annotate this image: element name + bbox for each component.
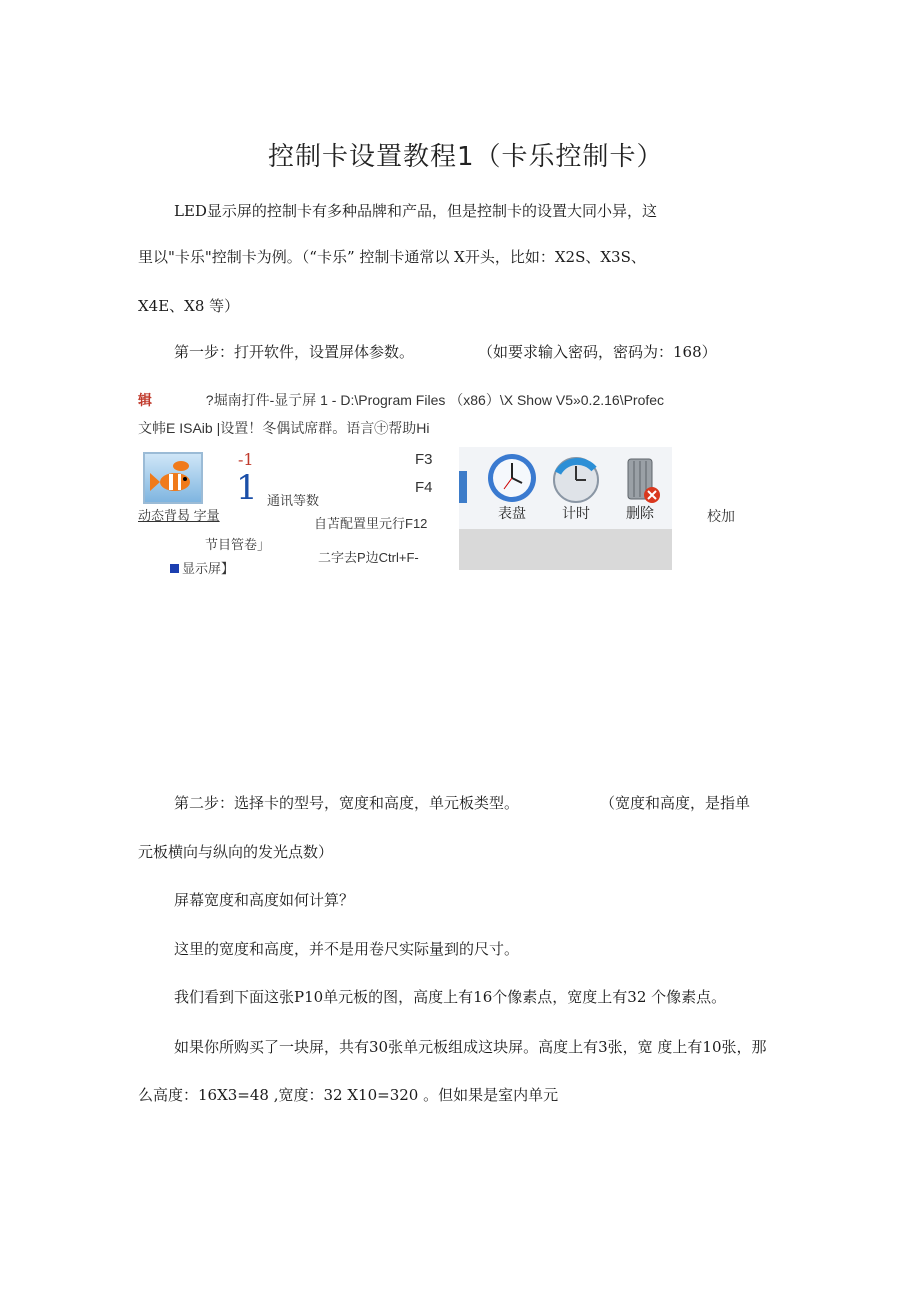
display-icon: [170, 564, 179, 573]
one-label: 1: [236, 468, 258, 508]
intro-line-1: LED显示屏的控制卡有多种品牌和产品，但是控制卡的设置大同小异，这: [174, 202, 657, 220]
calibrate-label: 校加: [707, 508, 735, 524]
paragraph-3-line-2: 么高度：16X3=48 ,宽度：32 X10=320 。但如果是室内单元: [138, 1086, 559, 1104]
paragraph-1: 这里的宽度和高度，并不是用卷尺实际量到的尺寸。: [174, 940, 520, 958]
f4-label: F4: [415, 479, 433, 496]
timer-icon: [548, 451, 604, 505]
f3-label: F3: [415, 451, 433, 468]
intro-line-3: X4E、X8 等）: [138, 297, 240, 315]
clock-icon: [484, 451, 540, 505]
delete-button[interactable]: 删除: [609, 451, 671, 527]
self-config-label[interactable]: 自苫配置里元行F12: [314, 516, 428, 531]
dynamic-bg-label[interactable]: 动态背曷 字量: [138, 508, 220, 523]
comm-params-label[interactable]: 通讯等数: [267, 493, 320, 508]
timer-button[interactable]: 计时: [545, 451, 607, 527]
shortcut-label: 二字去P边Ctrl+F-: [318, 550, 419, 565]
minus-one-label: -1: [238, 450, 254, 469]
step2-note: （宽度和高度，是指单: [600, 794, 751, 812]
fish-icon[interactable]: [143, 452, 203, 504]
step1-note: （如要求输入密码，密码为：168）: [478, 343, 717, 361]
display-label[interactable]: 显示屏】: [170, 558, 234, 577]
step2-text: 第二步：选择卡的型号，宽度和高度，单元板类型。: [174, 794, 520, 812]
paragraph-2: 我们看到下面这张P10单元板的图，高度上有16个像素点，宽度上有32 个像素点。: [174, 988, 727, 1006]
menu-bar[interactable]: 文帏E ISAib |设置！冬偶试席群。语言㊉帮助Hi: [138, 420, 430, 436]
window-prefix: 辑: [138, 392, 152, 408]
page-title: 控制卡设置教程1（卡乐控制卡）: [268, 142, 664, 172]
toolbar-edge-icon: [459, 471, 467, 503]
intro-line-2: 里以"卡乐"控制卡为例。（“卡乐” 控制卡通常以 X开头，比如：X2S、X3S、: [138, 248, 646, 266]
toolbar: [459, 447, 672, 570]
paragraph-3-line-1: 如果你所购买了一块屏，共有30张单元板组成这块屏。高度上有3张，宽 度上有10张，那: [174, 1038, 767, 1056]
question: 屏幕宽度和高度如何计算？: [174, 891, 355, 909]
dial-button[interactable]: 表盘: [481, 451, 543, 527]
window-title: ?堀南打件-显亍屏 1 - D:\Program Files （x86）\X Show V5»0.2.16\Profec: [205, 392, 665, 408]
window-title-bar: [138, 390, 664, 410]
trash-icon: [612, 451, 668, 505]
program-manage-label[interactable]: 节目管卷」: [205, 537, 271, 552]
step2-line-2: 元板横向与纵向的发光点数）: [138, 843, 334, 861]
step1-text: 第一步：打开软件，设置屏体参数。: [174, 343, 415, 361]
